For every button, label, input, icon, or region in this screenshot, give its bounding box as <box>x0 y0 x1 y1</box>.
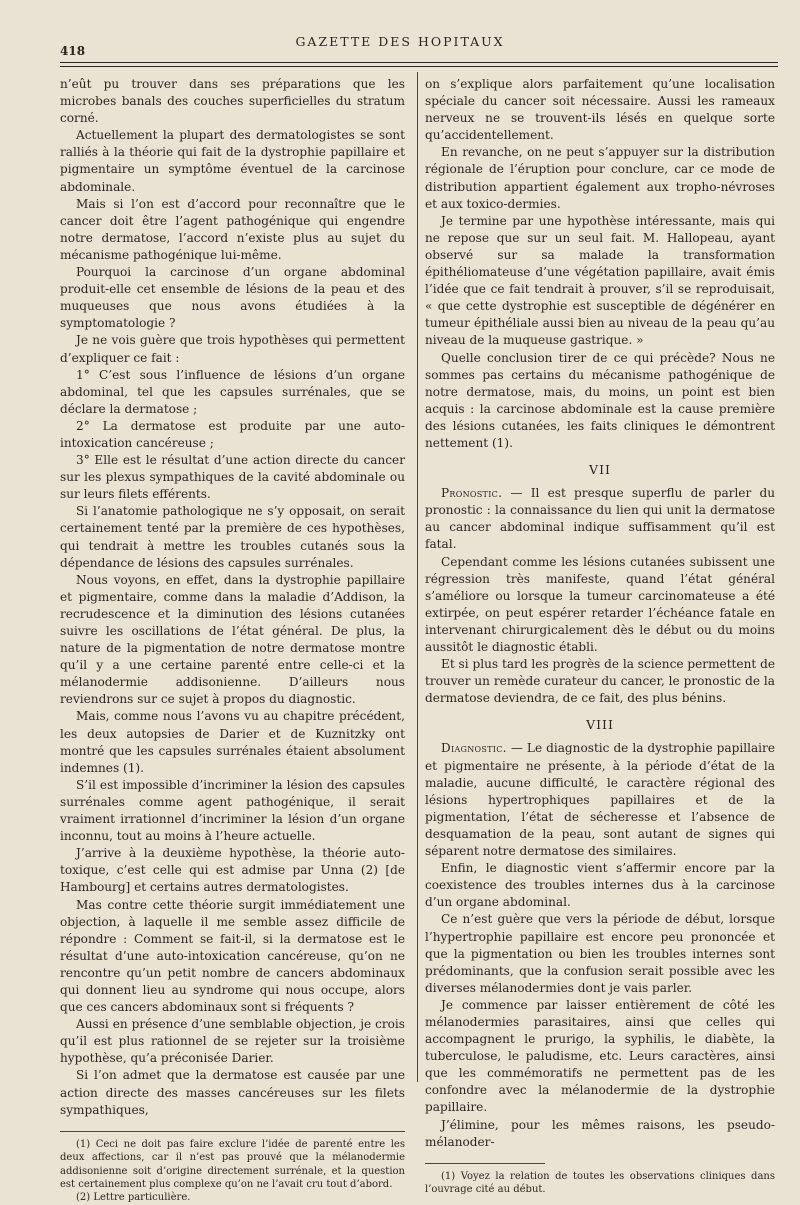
paragraph: 3° Elle est le résultat d’une action directe du cancer sur les plexus sympathiques de la cavité abdominale ou sur leurs filets efférents. <box>60 453 405 502</box>
paragraph-text: — Il est presque superflu de parler du pronostic : la connaissance du lien qui unit la dermatose au cancer abdominal indique suffisamment qu’il est fatal. <box>425 486 775 552</box>
paragraph: S’il est impossible d’incriminer la lésion des capsules surrénales comme agent pathogénique, il serait vraiment irrationnel d’incriminer la lésion d’un organe inconnu, tout au moins à l’heure actuelle. <box>60 777 405 844</box>
paragraph: on s’explique alors parfaitement qu’une localisation spéciale du cancer soit nécessaire. Aussi les rameaux nerveux ne se trouvent-ils lésés en quelque sorte qu’accidentellement. <box>425 77 775 143</box>
paragraph: Quelle conclusion tirer de ce qui précède? Nous ne sommes pas certains du mécanisme pathogénique de notre dermatose, mais, du moins, un point est bien acquis : la carcinose abdominale est la cause première des lésions cutanées, les faits cliniques le démontrent nettement (1). <box>425 350 775 450</box>
paragraph: Mais, comme nous l’avons vu au chapitre précédent, les deux autopsies de Darier et de Kuznitzky ont montré que les capsules surrénales étaient absolument indemnes (1). <box>60 709 405 775</box>
paragraph: Et si plus tard les progrès de la science permettent de trouver un remède curateur du cancer, le pronostic de la dermatose deviendra, de ce fait, des plus bénins. <box>425 657 775 706</box>
paragraph: Je commence par laisser entièrement de côté les mélanodermies parasitaires, ainsi que celles qui accompagnent le prurigo, la syphilis, le diabète, la tuberculose, le paludisme, etc. Leurs caractères, ainsi que les commémoratifs ne permettent pas de les confondre avec la mélanodermie de la dystrophie papillaire. <box>425 997 775 1115</box>
paragraph: Mas contre cette théorie surgit immédiatement une objection, à laquelle il me semble assez difficile de répondre : Comment se fait-il, si la dermatose est le résultat d’une auto-intoxication cancéreuse, qu’on ne rencontre qu’un petit nombre de cancers abdominaux qui donnent lieu au syndrome qui nous occupe, alors que ces cancers abdominaux sont si fréquents ? <box>60 897 405 1015</box>
page-number: 418 <box>60 44 86 58</box>
section-run-in-heading: Pronostic. <box>441 486 503 501</box>
paragraph: Si l’on admet que la dermatose est causée par une action directe des masses cancéreuses sur les filets sympathiques, <box>60 1068 405 1117</box>
paragraph: Je termine par une hypothèse intéressante, mais qui ne repose que sur un seul fait. M. Hallopeau, ayant observé sur sa malade la transformation épithéliomateuse d’une végétation papillaire, avait émis l’idée que ce fait tendrait à prouver, s’il se reproduisait, « que cette dystrophie est susceptible de dégénérer en tumeur épithéliale aussi bien au niveau de la peau qu’au niveau de la muqueuse gastrique. » <box>425 213 775 348</box>
paragraph: Mais si l’on est d’accord pour reconnaître que le cancer doit être l’agent pathogénique qui engendre notre dermatose, l’accord n’existe plus au sujet du mécanisme pathogénique lui-même. <box>60 196 405 262</box>
paragraph: 2° La dermatose est produite par une auto-intoxication cancéreuse ; <box>60 418 405 450</box>
column-separator <box>417 72 418 1082</box>
paragraph: Nous voyons, en effet, dans la dystrophie papillaire et pigmentaire, comme dans la maladie d’Addison, la recrudescence et la diminution des lésions cutanées suivre les oscillations de l’état général. De plus, la nature de la pigmentation de notre dermatose montre qu’il y a une certaine parenté entre celle-ci et la mélanodermie addisonienne. D’ailleurs nous reviendrons sur ce sujet à propos du diagnostic. <box>60 572 405 707</box>
journal-title: GAZETTE DES HOPITAUX <box>295 34 505 49</box>
paragraph: n’eût pu trouver dans ses préparations que les microbes banals des couches superficielles du stratum corné. <box>60 77 405 126</box>
paragraph: Enfin, le diagnostic vient s’affermir encore par la coexistence des troubles internes dus à la carcinose d’un organe abdominal. <box>425 861 775 910</box>
right-column <box>425 76 775 1197</box>
paragraph: Actuellement la plupart des dermatologistes se sont ralliés à la théorie qui fait de la dystrophie papillaire et pigmentaire un symptôme éventuel de la carcinose abdominale. <box>60 128 405 194</box>
section-run-in-heading: Diagnostic. <box>441 741 507 756</box>
footnote: (2) Lettre particulière. <box>76 1192 191 1204</box>
paragraph: J’arrive à la deuxième hypothèse, la théorie auto-toxique, c’est celle qui est admise par Unna (2) [de Hambourg] et certains autres dermatologistes. <box>60 846 405 895</box>
footnote-rule <box>60 1131 405 1132</box>
paragraph-text: — Le diagnostic de la dystrophie papillaire et pigmentaire ne présente, à la période d’état de la maladie, aucune difficulté, le caractère régional des lésions hypertrophiques papillaires et de la pigmentation, l’état de sécheresse et l’absence de desquamation de la peau, sont autant de signes qui séparent notre dermatose des similaires. <box>425 741 775 859</box>
footnote-rule <box>425 1163 545 1164</box>
paragraph: Si l’anatomie pathologique ne s’y opposait, on serait certainement tenté par la première de ces hypothèses, qui tendrait à mettre les troubles cutanés sous la dépendance de lésions des capsules surrénales. <box>60 504 405 570</box>
section-heading-vii: VII <box>589 462 611 478</box>
footnote: (1) Ceci ne doit pas faire exclure l’idée de parenté entre les deux affections, car il n’est pas prouvé que la mélanodermie addisonienne soit d’origine directement surrénale, et la question est certainement plus complexe qu’on ne l’avait cru tout d’abord. <box>60 1138 405 1190</box>
paragraph: J’élimine, pour les mêmes raisons, les pseudo-mélanoder- <box>425 1117 775 1149</box>
paragraph: Je ne vois guère que trois hypothèses qui permettent d’expliquer ce fait : <box>60 333 405 365</box>
paragraph: Aussi en présence d’une semblable objection, je crois qu’il est plus rationnel de se rejeter sur la troisième hypothèse, qu’a préconisée Darier. <box>60 1017 405 1066</box>
header-rule <box>60 62 778 63</box>
paragraph: Pourquoi la carcinose d’un organe abdominal produit-elle cet ensemble de lésions de la peau et des muqueuses que nous avons étudiées à la symptomatologie ? <box>60 265 405 331</box>
paragraph: 1° C’est sous l’influence de lésions d’un organe abdominal, tel que les capsules surrénales, que se déclare la dermatose ; <box>60 367 405 416</box>
footnote: (1) Voyez la relation de toutes les observations cliniques dans l’ouvrage cité au début. <box>425 1170 775 1196</box>
paragraph <box>425 485 775 553</box>
paragraph: Ce n’est guère que vers la période de début, lorsque l’hypertrophie papillaire est encore peu prononcée et que la pigmentation ou bien les troubles internes sont prédominants, que la confusion serait possible avec les diverses mélanodermies dont je vais parler. <box>425 912 775 995</box>
section-heading-viii: VIII <box>586 717 614 733</box>
paragraph: Cependant comme les lésions cutanées subissent une régression très manifeste, quand l’état général s’améliore ou lorsque la tumeur carcinomateuse a été extirpée, on peut espérer retarder l’échéance fatale en intervenant chirurgicalement dès le début ou du moins aussitôt le diagnostic établi. <box>425 554 775 654</box>
paragraph: En revanche, on ne peut s’appuyer sur la distribution régionale de l’éruption pour conclure, car ce mode de distribution appartient également aux tropho-névroses et aux toxico-dermies. <box>425 145 775 211</box>
paragraph <box>425 740 775 860</box>
left-column <box>60 76 405 1205</box>
header-rule-thin <box>60 66 778 67</box>
